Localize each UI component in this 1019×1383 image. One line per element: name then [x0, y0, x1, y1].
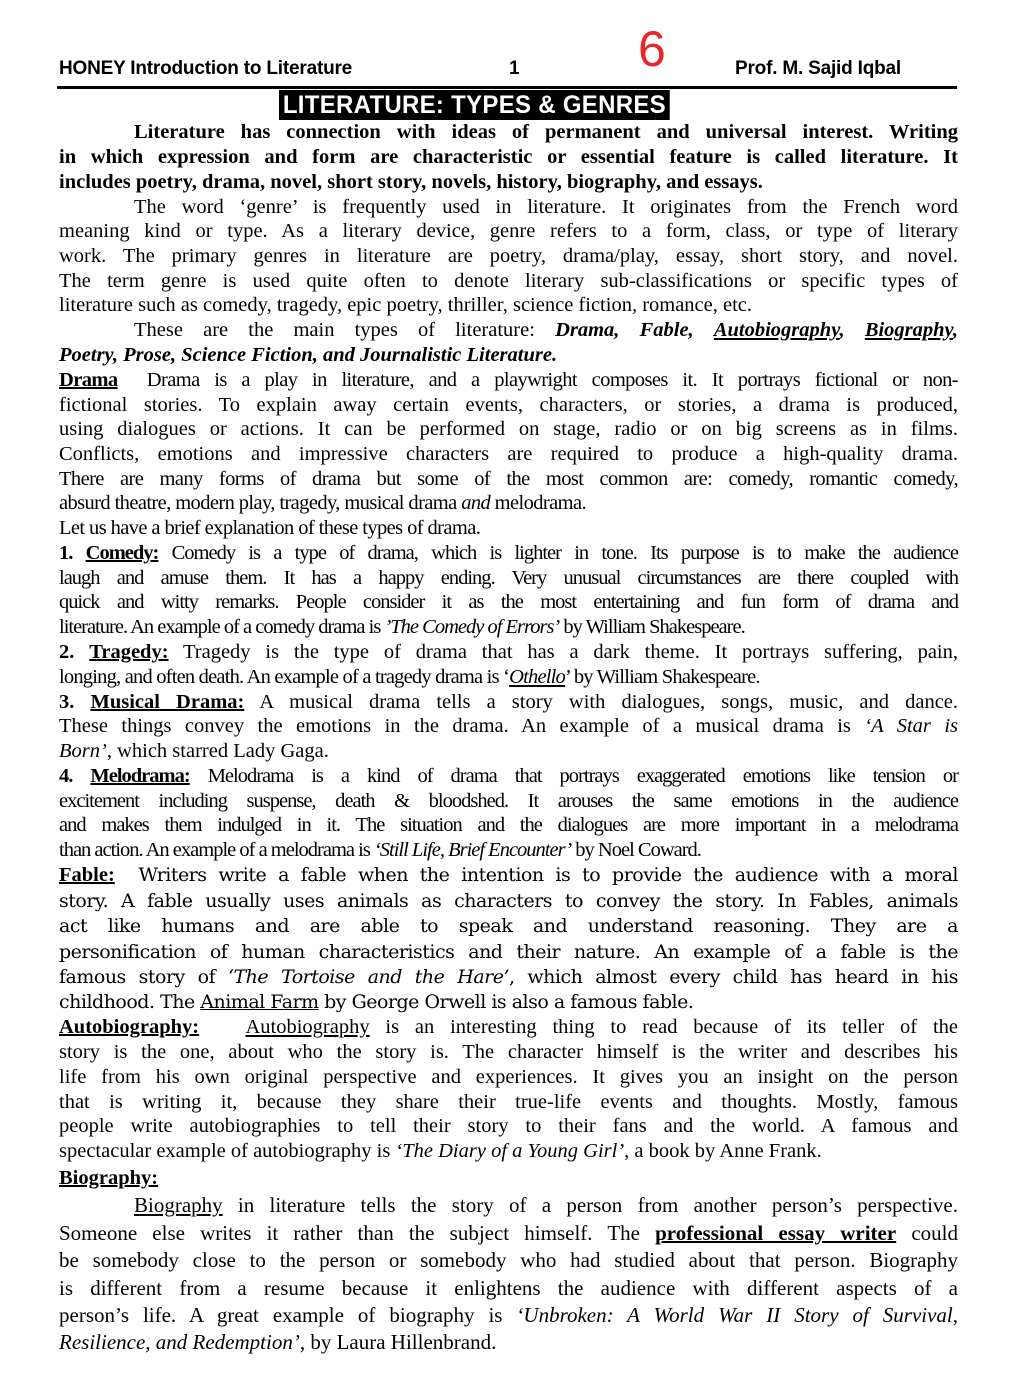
biography-link[interactable]: Biography	[134, 1193, 223, 1217]
drama-line: There are many forms of drama but some of the most common are: comedy, romantic comedy,	[59, 468, 958, 490]
page-marker: 6	[638, 21, 666, 77]
intro-line: includes poetry, drama, novel, short story, novels, history, biography, and essays.	[59, 171, 763, 193]
comedy-line: laugh and amuse them. It has a happy ending. Very unusual circumstances are there coupled with	[59, 567, 958, 589]
intro-line: Literature has connection with ideas of permanent and universal interest. Writing	[134, 121, 958, 143]
fable-line: act like humans and are able to speak and understand reasoning. They are a	[59, 915, 958, 937]
tragedy-line: 2. Tragedy: Tragedy is the type of drama that has a dark theme. It portrays suffering, pain,	[59, 641, 958, 663]
biography-line: Someone else writes it rather than the subject himself. The professional essay writer could	[59, 1221, 958, 1245]
drama-line: fictional stories. To explain away certain events, characters, or stories, a drama is produced,	[59, 394, 958, 416]
drama-line: Drama Drama is a play in literature, and a playwright composes it. It portrays fictional or non-	[59, 369, 958, 391]
genre-line: The word ‘genre’ is frequently used in literature. It originates from the French word	[134, 196, 958, 218]
melodrama-heading: Melodrama:	[90, 765, 190, 787]
work-title: ’The Comedy of Errors’	[384, 616, 560, 638]
fable-heading: Fable:	[59, 864, 115, 886]
drama-line: Conflicts, emotions and impressive characters are required to produce a high-quality drama.	[59, 443, 958, 465]
musical-line: 3. Musical Drama: A musical drama tells a story with dialogues, songs, music, and dance.	[59, 691, 959, 713]
melodrama-line: than action. An example of a melodrama is ‘Still Life, Brief Encounter’ by Noel Coward.	[59, 839, 701, 861]
drama-line: using dialogues or actions. It can be performed on stage, radio or on big screens as in films.	[59, 418, 958, 440]
professional-essay-writer-link[interactable]: professional essay writer	[655, 1221, 897, 1245]
fable-line: childhood. The Animal Farm by George Orwell is also a famous fable.	[59, 991, 694, 1013]
biography-line: person’s life. A great example of biography is ‘Unbroken: A World War II Story of Survival,	[59, 1303, 959, 1327]
biography-heading-line	[59, 1166, 958, 1190]
musical-line: Born’, which starred Lady Gaga.	[59, 740, 329, 762]
biography-line: Biography in literature tells the story of a person from another person’s perspective.	[134, 1193, 958, 1217]
autobiography-line: life from his own original perspective and experiences. It gives you an insight on the person	[59, 1066, 958, 1088]
fable-line: famous story of ‘The Tortoise and the Hare’, which almost every child has heard in his	[59, 966, 958, 988]
genre-line: meaning kind or type. As a literary device, genre refers to a form, class, or type of literary	[59, 220, 958, 242]
types-line: These are the main types of literature: Drama, Fable, Autobiography, Biography,	[134, 319, 959, 341]
comedy-line: 1. Comedy: Comedy is a type of drama, which is lighter in tone. Its purpose is to make the audience	[59, 542, 958, 564]
musical-line: These things convey the emotions in the drama. An example of a musical drama is ‘A Star is	[59, 715, 958, 737]
header-rule	[57, 86, 957, 89]
page-title: LITERATURE: TYPES & GENRES	[279, 90, 670, 120]
header-center-number: 1	[509, 58, 520, 79]
header-right-author: Prof. M. Sajid Iqbal	[735, 58, 901, 79]
genre-line: work. The primary genres in literature are poetry, drama/play, essay, short story, and novel.	[59, 245, 958, 267]
type-fable: Fable,	[639, 319, 694, 341]
animal-farm-link[interactable]: Animal Farm	[200, 991, 319, 1013]
autobiography-line: people write autobiographies to tell their story to their fans and the world. A famous and	[59, 1115, 958, 1137]
comedy-heading: Comedy:	[85, 542, 159, 564]
comedy-line: literature. An example of a comedy drama is ’The Comedy of Errors’ by William Shakespeare.	[59, 616, 745, 638]
type-drama: Drama,	[555, 319, 620, 341]
type-biography-link[interactable]: Biography	[864, 319, 953, 341]
biography-line: Resilience, and Redemption’, by Laura Hillenbrand.	[59, 1330, 497, 1354]
drama-line: Let us have a brief explanation of these types of drama.	[59, 517, 481, 539]
tragedy-line: longing, and often death. An example of a tragedy drama is ‘Othello’ by William Shakespeare.	[59, 666, 760, 688]
intro-line: in which expression and form are characteristic or essential feature is called literature. It	[59, 146, 958, 168]
autobiography-line: story is the one, about who the story is. The character himself is the writer and describes his	[59, 1041, 958, 1063]
drama-line: absurd theatre, modern play, tragedy, musical drama and melodrama.	[59, 492, 587, 514]
fable-line: story. A fable usually uses animals as characters to convey the story. In Fables, animals	[59, 890, 958, 912]
musical-heading: Musical Drama:	[90, 691, 245, 713]
genre-line: The term genre is used quite often to denote literary sub-classifications or specific types of	[59, 270, 958, 292]
type-autobiography-link[interactable]: Autobiography	[713, 319, 840, 341]
biography-line: be somebody close to the person or somebody who had studied about that person. Biography	[59, 1248, 958, 1272]
types-line-2: Poetry, Prose, Science Fiction, and Journalistic Literature.	[59, 344, 558, 366]
comedy-line: quick and witty remarks. People consider it as the most entertaining and fun form of drama and	[59, 591, 958, 613]
tragedy-heading: Tragedy:	[89, 641, 169, 663]
genre-line: literature such as comedy, tragedy, epic poetry, thriller, science fiction, romance, etc.	[59, 294, 753, 316]
work-title-othello[interactable]: Othello	[509, 666, 565, 688]
autobiography-link[interactable]: Autobiography	[245, 1016, 370, 1038]
melodrama-line: 4. Melodrama: Melodrama is a kind of drama that portrays exaggerated emotions like tension or	[59, 765, 959, 787]
biography-line: is different from a resume because it enlightens the audience with different aspects of a	[59, 1276, 958, 1300]
autobiography-line: spectacular example of autobiography is ‘The Diary of a Young Girl’, a book by Anne Frank.	[59, 1140, 822, 1162]
melodrama-line: excitement including suspense, death & bloodshed. It arouses the same emotions in the audience	[59, 790, 958, 812]
biography-heading: Biography:	[59, 1167, 159, 1189]
autobiography-heading: Autobiography:	[59, 1016, 200, 1038]
autobiography-line: that is writing it, because they share their true-life events and thoughts. Mostly, famous	[59, 1091, 958, 1113]
header-left-title: HONEY Introduction to Literature	[59, 58, 353, 79]
fable-line: personification of human characteristics and their nature. An example of a fable is the	[59, 941, 958, 963]
autobiography-line: Autobiography: Autobiography is an interesting thing to read because of its teller of the	[59, 1016, 958, 1038]
fable-line: Fable: Writers write a fable when the intention is to provide the audience with a moral	[59, 864, 958, 886]
drama-heading: Drama	[59, 369, 118, 391]
types-lead: These are the main types of literature:	[134, 319, 535, 341]
melodrama-line: and makes them indulged in it. The situation and the dialogues are more important in a melodrama	[59, 814, 958, 836]
